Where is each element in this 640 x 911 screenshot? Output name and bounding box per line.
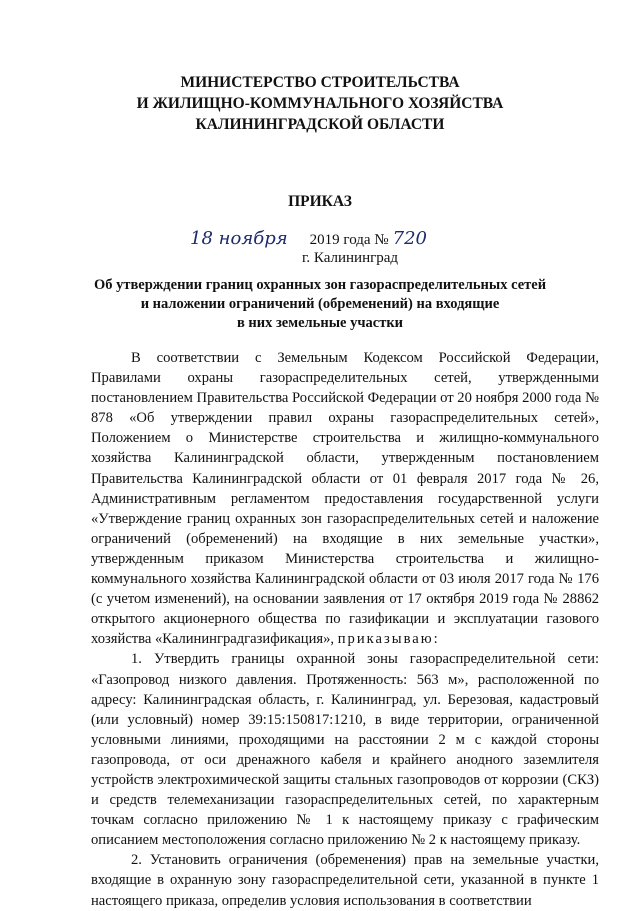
document-body <box>91 348 599 911</box>
ministry-header-line-2: И ЖИЛИЩНО-КОММУНАЛЬНОГО ХОЗЯЙСТВА <box>136 95 504 112</box>
order-subject-line-1: Об утверждении границ охранных зон газораспределительных сетей <box>93 277 547 293</box>
ministry-header <box>0 72 640 135</box>
order-subject <box>0 276 640 333</box>
item-2-paragraph: 2. Установить ограничения (обременения) прав на земельные участки, входящие в охранную зону газораспределительной сети, указанной в пункте 1 настоящего приказа, определив условия использования в соответствии <box>91 852 599 909</box>
date-year-text: 2019 года № <box>309 232 389 248</box>
ministry-header-line-3: КАЛИНИНГРАДСКОЙ ОБЛАСТИ <box>195 116 445 133</box>
order-subject-line-3: в них земельные участки <box>236 315 404 331</box>
order-title: ПРИКАЗ <box>288 193 352 210</box>
order-word: приказываю: <box>337 631 440 648</box>
ministry-header-line-1: МИНИСТЕРСТВО СТРОИТЕЛЬСТВА <box>180 74 460 91</box>
item-1-paragraph: 1. Утвердить границы охранной зоны газораспределительной сети: «Газопровод низкого давления. Протяженность: 563 м», расположенной по адресу: Калининградская область, г. Калининград, ул. Березовая, кадастровый (или условный) номер 39:15:150817:1210, в виде территории, ограниченной условными линиями, проходящими на расстоянии 2 м с каждой стороны газопровода, от оси дренажного кабеля и крайнего анодного заземлителя устройств электрохимической защиты стальных газопроводов от коррозии (СКЗ) и средств телемеханизации газораспределительных сетей, по характерным точкам согласно приложению № 1 к настоящему приказу с графическим описанием местоположения согласно приложению № 2 к настоящему приказу. <box>91 651 599 849</box>
date-line <box>190 228 427 249</box>
preamble-text: В соответствии с Земельным Кодексом Российской Федерации, Правилами охраны газораспределительных сетей, утвержденными постановлением Правительства Российской Федерации от 20 ноября 2000 года № 878 «Об утверждении правил охраны газораспределительных сетей», Положением о Министерстве строительства и жилищно-коммунального хозяйства Калининградской области, утвержденным постановлением Правительства Калининградской области от 01 февраля 2017 года № 26, Административным регламентом предоставления государственной услуги «Утверждение границ охранных зон газораспределительных сетей и наложение ограничений (обременений) на входящие в них земельные участки», утвержденным приказом Министерства строительства и жилищно-коммунального хозяйства Калининградской области от 03 июля 2017 года № 176 (с учетом изменений), на основании заявления от 17 октября 2019 года № 28862 открытого акционерного общества по газификации и эксплуатации газового хозяйства «Калининградгазификация», <box>91 350 599 648</box>
preamble-paragraph <box>91 348 599 649</box>
handwritten-date: 18 ноября <box>190 228 288 249</box>
city: г. Калининград <box>301 250 399 266</box>
handwritten-order-number: 720 <box>392 228 427 249</box>
order-subject-line-2: и наложении ограничений (обременений) на входящие <box>140 296 500 312</box>
